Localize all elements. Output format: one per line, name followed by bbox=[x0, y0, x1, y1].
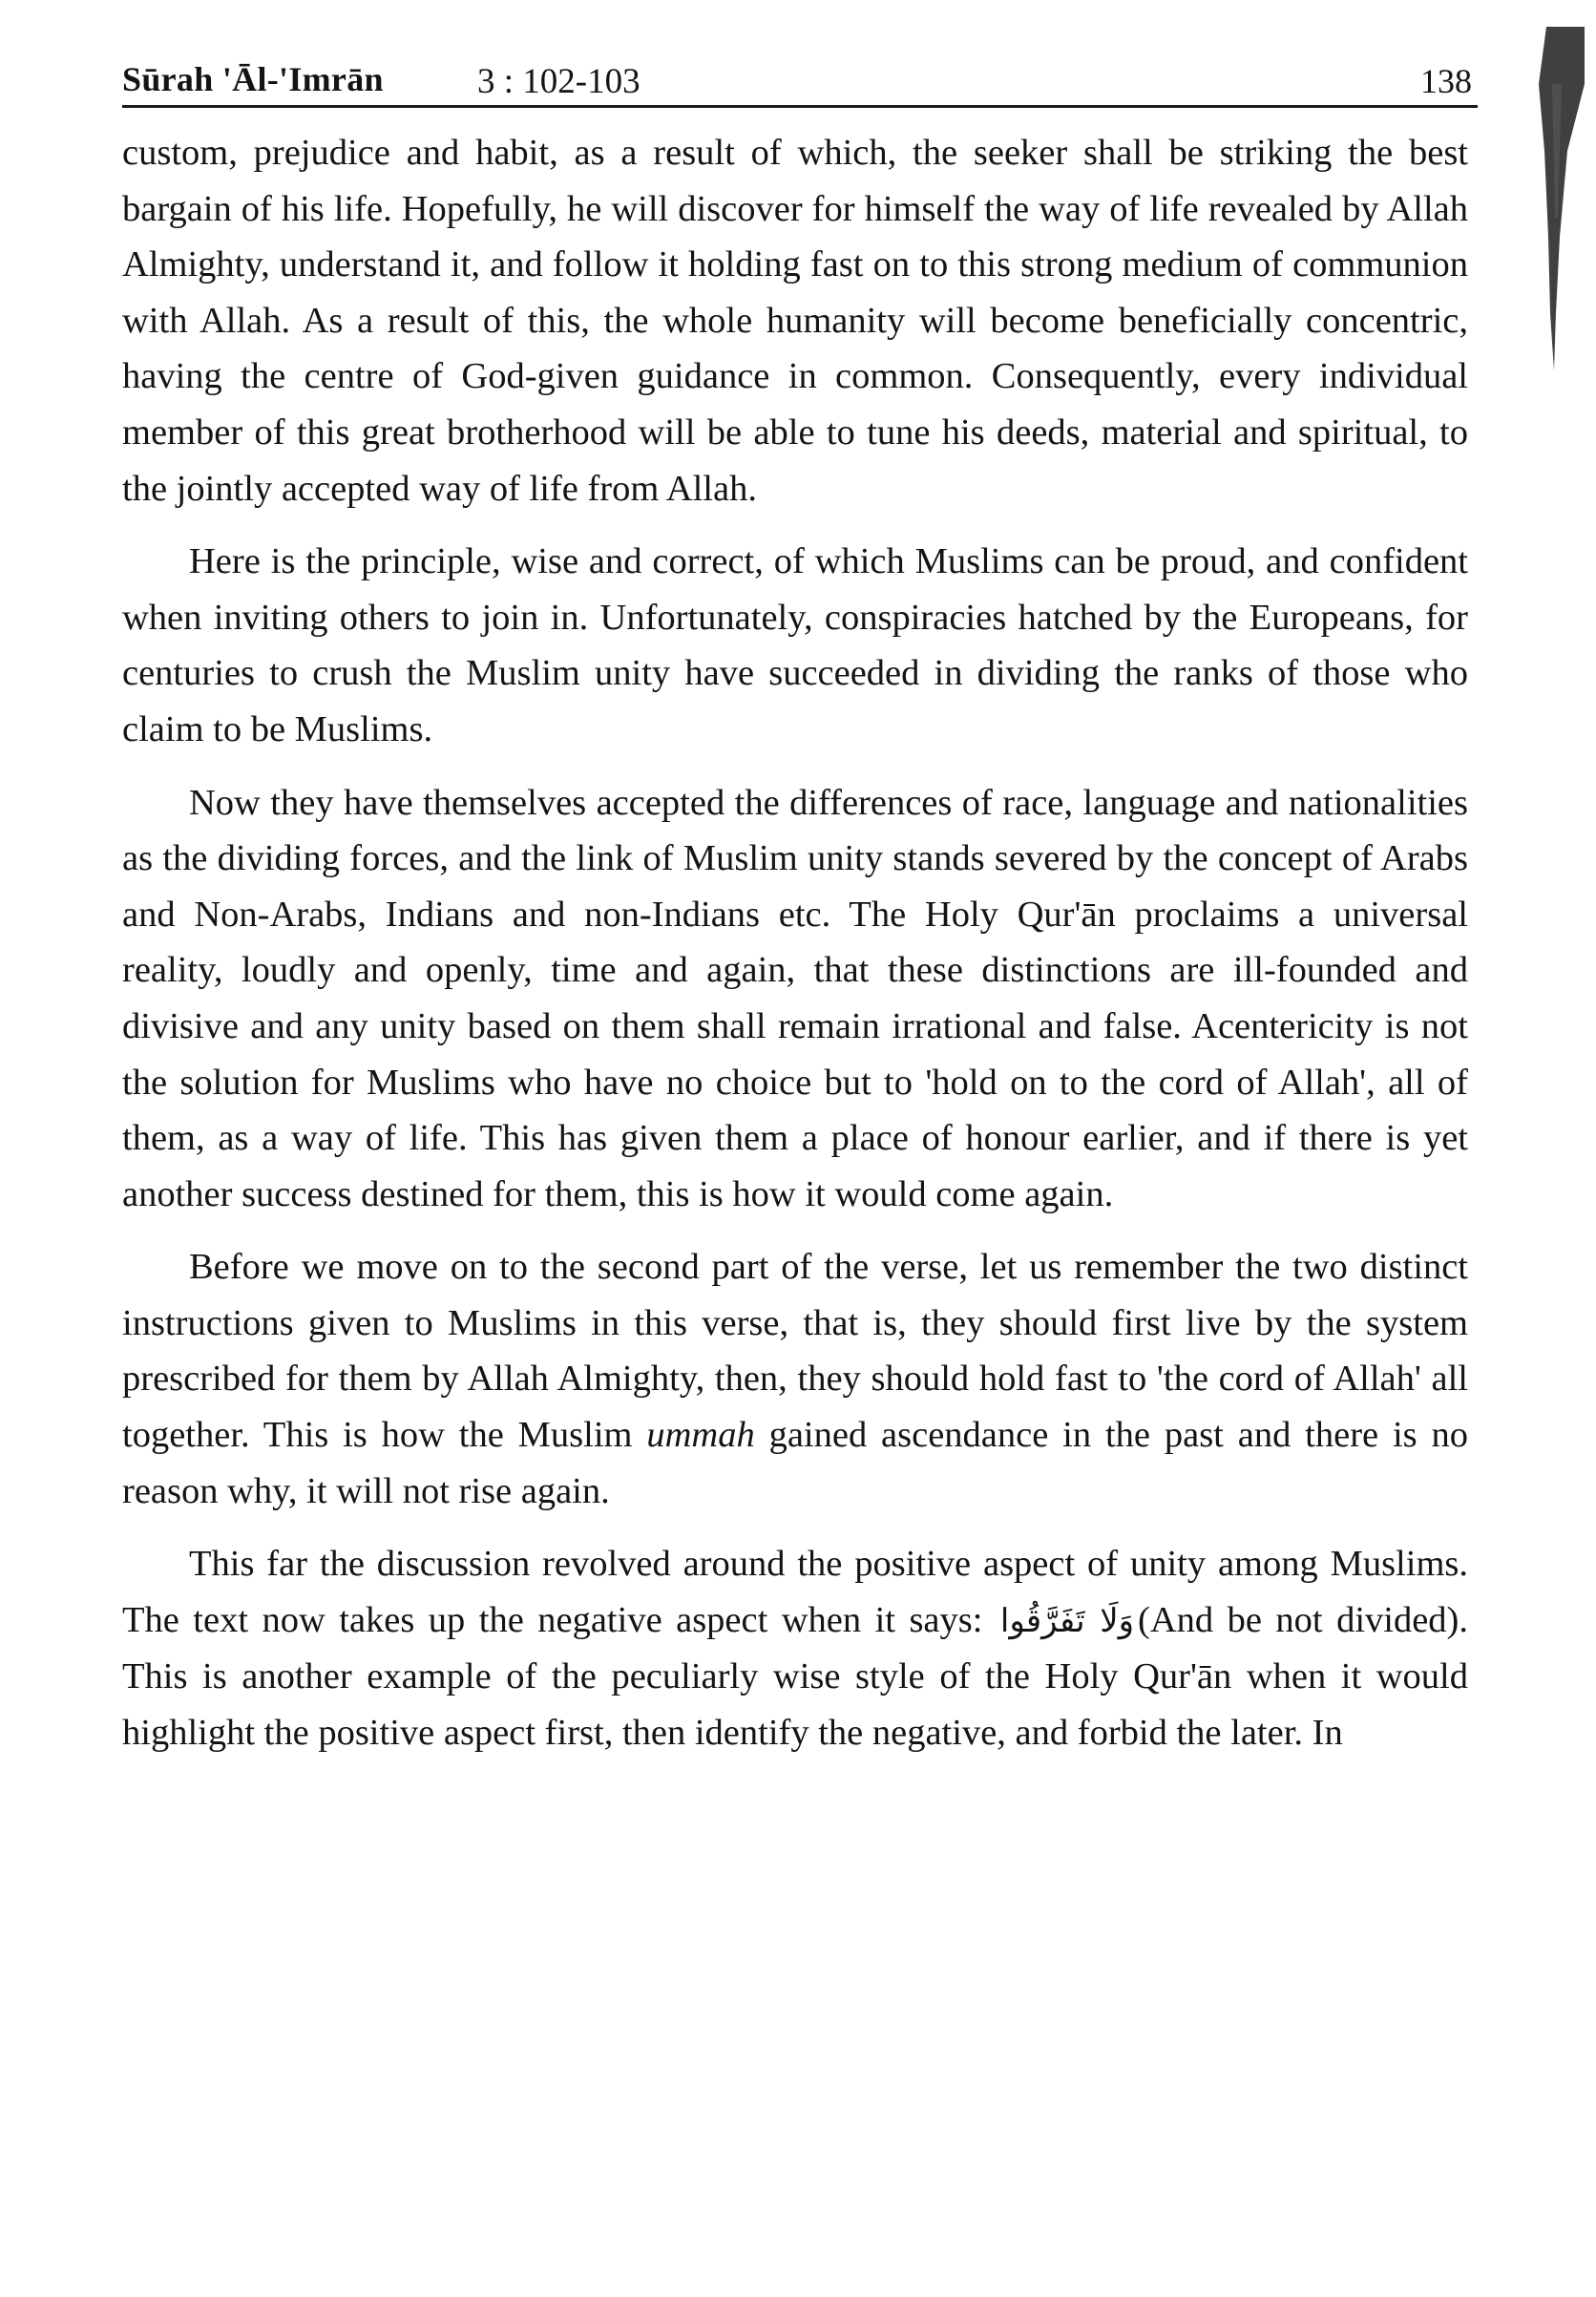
surah-title: Sūrah 'Āl-'Imrān bbox=[122, 60, 384, 98]
paragraph-negative-text-1: This far the discussion revolved around the positive aspect of unity among Muslims. The text now takes up the negative aspect when it says: bbox=[122, 1544, 1468, 1640]
paragraph-negative-text-2: (And be not divided). This is another example of the peculiarly wise style of the Holy Qur'ān when it would highlight the positive aspect first, then identify the negative, and forbid the later. In bbox=[122, 1599, 1468, 1754]
paragraph-instructions-text-1: Before we move on to the second part of the verse, let us remember the two distinct instructions given to Muslims in this verse, that is, they should first live by the system prescribed for them by Allah Almighty, then, they should hold fast to 'the cord of Allah' all together. This is how the Muslim bbox=[122, 1247, 1468, 1456]
page-edge-shadow bbox=[1518, 27, 1585, 370]
term-ummah: ummah bbox=[646, 1415, 755, 1456]
paragraph-negative-aspect bbox=[122, 1536, 1468, 1760]
book-page bbox=[122, 38, 1478, 1761]
paragraph-instructions-text-2: gained ascendance in the past and there is no reason why, it will not rise again. bbox=[122, 1415, 1469, 1511]
arabic-phrase: وَلَا تَفَرَّقُوا bbox=[999, 1601, 1135, 1640]
paragraph-continuation: custom, prejudice and habit, as a result of which, the seeker shall be striking the best bargain of his life. Hopefully, he will discover for himself the way of life revealed by Allah Almighty, understand it, and follow it holding fast on to this strong medium of communion with Allah. As a result of this, the whole humanity will become beneficially concentric, having the centre of God-given guidance in common. Consequently, every individual member of this great brotherhood will be able to tune his deeds, material and spiritual, to the jointly accepted way of life from Allah. bbox=[122, 133, 1468, 509]
page-number: 138 bbox=[1420, 62, 1472, 100]
page-header bbox=[122, 38, 1478, 108]
page-body bbox=[122, 125, 1468, 1761]
paragraph-principle: Here is the principle, wise and correct, of which Muslims can be proud, and confident when inviting others to join in. Unfortunately, conspiracies hatched by the Europeans, for centuries to crush the Muslim unity have succeeded in dividing the ranks of those who claim to be Muslims. bbox=[122, 541, 1468, 749]
verse-reference: 3 : 102-103 bbox=[477, 62, 640, 101]
paragraph-instructions bbox=[122, 1239, 1468, 1519]
paragraph-differences: Now they have themselves accepted the differences of race, language and nationalities as the dividing forces, and the link of Muslim unity stands severed by the concept of Arabs and Non-Arabs, Indians and non-Indians etc. The Holy Qur'ān proclaims a universal reality, loudly and openly, time and again, that these distinctions are ill-founded and divisive and any unity based on them shall remain irrational and false. Acentericity is not the solution for Muslims who have no choice but to 'hold on to the cord of Allah', all of them, as a way of life. This has given them a place of honour earlier, and if there is yet another success destined for them, this is how it would come again. bbox=[122, 782, 1468, 1214]
